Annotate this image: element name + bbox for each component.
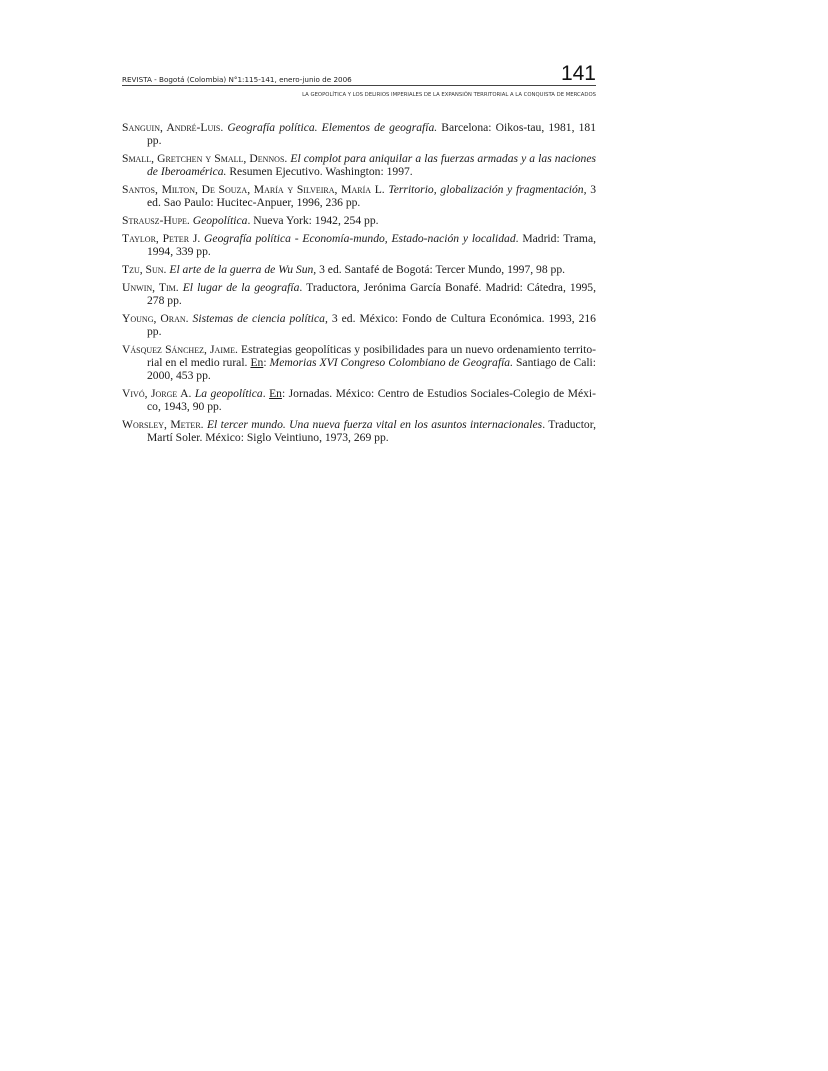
reference-text: . Madrid: Trama, 1994, 339 pp. [147, 232, 596, 258]
reference-title: Territorio, globalización y fragmentación, [388, 183, 587, 196]
reference-text: 3 ed. México: Fondo de Cultura Económica. 1993, 216 pp. [147, 312, 596, 338]
reference-entry [122, 121, 596, 147]
reference-text: : [263, 356, 270, 369]
reference-text: J. [189, 232, 205, 245]
reference-title: Sistemas de ciencia política, [192, 312, 328, 325]
reference-entry [122, 281, 596, 307]
journal-citation: REVISTA - Bogotá (Colombia) N°1:115-141, enero-junio de 2006 [122, 75, 352, 84]
reference-entry [122, 343, 596, 382]
reference-title: El tercer mundo. Una nueva fuerza vital en los asuntos internacionales [206, 418, 543, 431]
reference-author: Taylor, Peter [122, 232, 190, 245]
reference-entry [122, 183, 596, 209]
reference-text: Resumen Ejecutivo. Washington: 1997. [226, 165, 413, 178]
reference-author: Young, Oran. [122, 312, 189, 325]
reference-text: . Traductor, Martí Soler. México: Siglo Veintiuno, 1973, 269 pp. [147, 418, 597, 444]
reference-title: El arte de la guerra de Wu Sun, [169, 263, 317, 276]
reference-text: . Traductora, Jerónima García Bonafé. Madrid: Cátedra, 1995, 278 pp. [147, 281, 596, 307]
reference-entry [122, 152, 596, 178]
reference-entry [122, 387, 596, 413]
bibliography-list [122, 121, 596, 449]
reference-text: . Nueva York: 1942, 254 pp. [247, 214, 379, 227]
reference-author: Small, Gretchen y Small, Dennos. [122, 152, 288, 165]
reference-text: : Jornadas. México: Centro de Estudios Sociales-Colegio de México, 1943, 90 pp. [147, 387, 596, 413]
reference-title: Geografía política - Economía-mundo, Estado-nación y localidad [204, 232, 516, 245]
reference-text: En [269, 387, 282, 400]
reference-title: El complot para aniquilar a las fuerzas armadas y a las naciones de Iberoamérica. [147, 152, 596, 178]
reference-text: En [250, 356, 264, 369]
reference-title: La geopolítica [194, 387, 263, 400]
page-header [122, 62, 596, 86]
reference-entry [122, 312, 596, 338]
reference-text: Barcelona: Oikos-tau, 1981, 181 pp. [147, 121, 596, 147]
reference-entry [122, 418, 596, 444]
reference-text: 3 ed. Santafé de Bogotá: Tercer Mundo, 1997, 98 pp. [316, 263, 566, 276]
reference-author: Tzu, Sun. [122, 263, 167, 276]
reference-title: Memorias XVI Congreso Colombiano de Geografía. [269, 356, 513, 369]
reference-author: Vásquez Sánchez, Jaime. [122, 343, 238, 356]
page-number: 141 [560, 62, 596, 85]
reference-author: Unwin, Tim. [122, 281, 179, 294]
reference-author: Worsley, Meter. [122, 418, 204, 431]
reference-text: A. [177, 387, 195, 400]
reference-author: Strausz-Hupe. [122, 214, 190, 227]
reference-author: Sanguin, André-Luis. [122, 121, 224, 134]
running-title: LA GEOPOLÍTICA Y LOS DELIRIOS IMPERIALES DE LA EXPANSIÓN TERRITORIAL A LA CONQUISTA DE MERCADOS [302, 92, 596, 98]
reference-text: . [262, 387, 270, 400]
reference-title: Geopolítica [192, 214, 248, 227]
reference-title: Geografía política. Elementos de geografía. [227, 121, 438, 134]
reference-entry [122, 214, 596, 227]
reference-entry [122, 263, 596, 276]
reference-author: Santos, Milton, De Souza, María y Silveira, María L. [122, 183, 385, 196]
reference-title: El lugar de la geografía [182, 281, 300, 294]
reference-text: 3 ed. Sao Paulo: Hucitec-Anpuer, 1996, 236 pp. [147, 183, 596, 209]
reference-text: Santiago de Cali: 2000, 453 pp. [147, 356, 597, 382]
reference-entry [122, 232, 596, 258]
reference-text: Estrategias geopolíticas y posibilidades para un nuevo ordenamiento territorial en el medio rural. [147, 343, 596, 369]
reference-author: Vivó, Jorge [122, 387, 178, 400]
